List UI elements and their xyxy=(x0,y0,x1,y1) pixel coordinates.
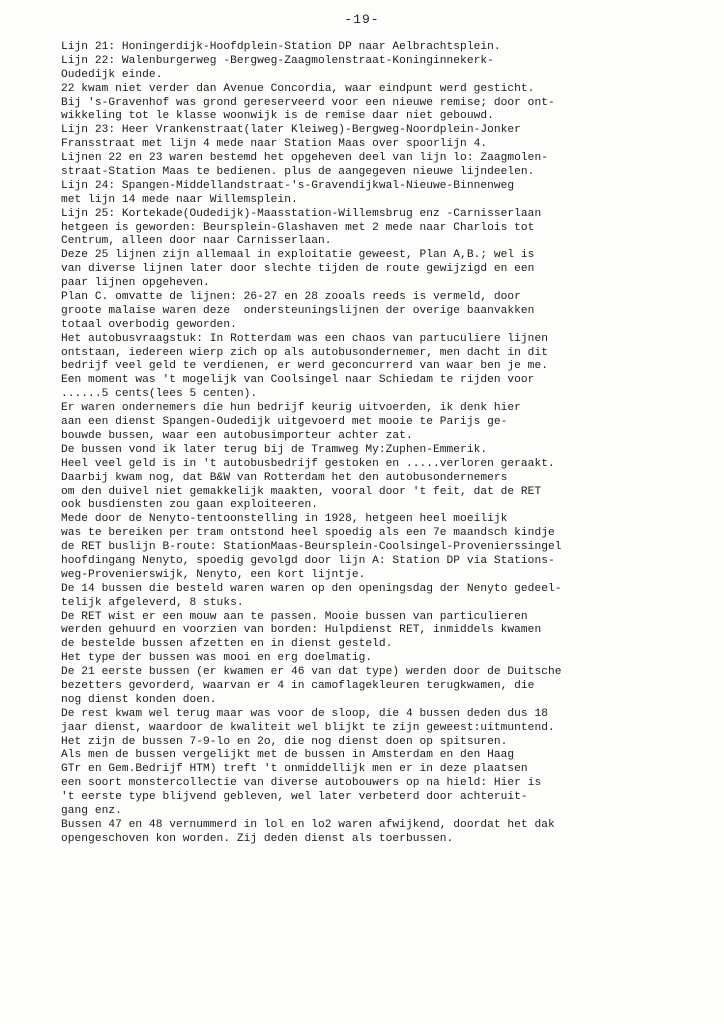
text-line: Er waren ondernemers die hun bedrijf keurig uitvoerden, ik denk hier xyxy=(61,402,521,415)
text-line: GTr en Gem.Bedrijf HTM) treft 't onmiddellijk men er in deze plaatsen xyxy=(61,763,528,776)
text-line: hoofdingang Nenyto, spoedig gevolgd door lijn A: Station DP via Stations- xyxy=(61,554,555,567)
text-line: gang enz. xyxy=(61,804,122,817)
text-line: hetgeen is geworden: Beursplein-Glashaven met 2 mede naar Charlois tot xyxy=(61,221,535,234)
text-line: Lijn 22: Walenburgerweg -Bergweg-Zaagmolenstraat-Koninginnekerk- xyxy=(61,54,494,67)
text-line: De 14 bussen die besteld waren waren op den openingsdag der Nenyto gedeel- xyxy=(61,582,562,595)
page-number: -19- xyxy=(344,12,380,27)
text-line: telijk afgeleverd, 8 stuks. xyxy=(61,596,244,609)
text-line: de RET buslijn B-route: StationMaas-Beursplein-Coolsingel-Provenierssingel xyxy=(61,541,562,554)
text-line: Lijn 23: Heer Vrankenstraat(later Kleiweg)-Bergweg-Noordplein-Jonker xyxy=(61,124,521,137)
text-line: een soort monstercollectie van diverse autobouwers op na hield: Hier is xyxy=(61,777,542,790)
text-line: jaar dienst, waardoor de kwaliteit wel blijkt te zijn geweest:uitmuntend. xyxy=(61,721,555,734)
text-line: straat-Station Maas te bedienen. plus de aangegeven nieuwe lijndeelen. xyxy=(61,166,535,179)
text-line: De rest kwam wel terug maar was voor de sloop, die 4 bussen deden dus 18 xyxy=(61,707,548,720)
text-line: Mede door de Nenyto-tentoonstelling in 1928, hetgeen heel moeilijk xyxy=(61,513,508,526)
typed-body-text xyxy=(61,41,721,847)
text-line: aan een dienst Spangen-Oudedijk uitgevoerd met mooie te Parijs ge- xyxy=(61,416,508,429)
text-line: 't eerste type blijvend gebleven, wel later verbeterd door achteruit- xyxy=(61,791,528,804)
text-line: ......5 cents(lees 5 centen). xyxy=(61,388,258,401)
text-line: bezetters gevorderd, waarvan er 4 in camoflagekleuren terugkwamen, die xyxy=(61,679,535,692)
text-line: nog dienst konden doen. xyxy=(61,693,217,706)
text-line: Lijn 25: Kortekade(Oudedijk)-Maasstation-Willemsbrug enz -Carnisserlaan xyxy=(61,207,542,220)
text-line: De bussen vond ik later terug bij de Tramweg My:Zuphen-Emmerik. xyxy=(61,443,488,456)
text-line: Lijn 24: Spangen-Middellandstraat-'s-Gravendijkwal-Nieuwe-Binnenweg xyxy=(61,179,515,192)
text-line: met lijn 14 mede naar Willemsplein. xyxy=(61,193,298,206)
text-line: bouwde bussen, waar een autobusimporteur achter zat. xyxy=(61,429,413,442)
text-line: groote malaise waren deze ondersteuningslijnen der overige baanvakken xyxy=(61,304,535,317)
text-line: Oudedijk einde. xyxy=(61,68,163,81)
text-line: van diverse lijnen later door slechte tijden de route gewijzigd en een xyxy=(61,263,535,276)
text-line: Fransstraat met lijn 4 mede naar Station Maas over spoorlijn 4. xyxy=(61,138,488,151)
text-line: om den duivel niet gemakkelijk maakten, vooral door 't feit, dat de RET xyxy=(61,485,542,498)
text-line: Het zijn de bussen 7-9-lo en 2o, die nog dienst doen op spitsuren. xyxy=(61,735,508,748)
text-line: de bestelde bussen afzetten en in dienst gesteld. xyxy=(61,638,393,651)
text-line: Bussen 47 en 48 vernummerd in lol en lo2 waren afwijkend, doordat het dak xyxy=(61,818,555,831)
text-line: opengeschoven kon worden. Zij deden dienst als toerbussen. xyxy=(61,832,454,845)
text-line: wikkeling tot le klasse woonwijk is de remise daar niet gebouwd. xyxy=(61,110,494,123)
text-line: Het autobusvraagstuk: In Rotterdam was een chaos van partuculiere lijnen xyxy=(61,332,548,345)
text-line: Een moment was 't mogelijk van Coolsingel naar Schiedam te rijden voor xyxy=(61,374,535,387)
text-line: Plan C. omvatte de lijnen: 26-27 en 28 zooals reeds is vermeld, door xyxy=(61,291,521,304)
text-line: Lijnen 22 en 23 waren bestemd het opgeheven deel van lijn lo: Zaagmolen- xyxy=(61,152,548,165)
text-line: De 21 eerste bussen (er kwamen er 46 van dat type) werden door de Duitsche xyxy=(61,666,562,679)
text-line: Bij 's-Gravenhof was grond gereserveerd voor een nieuwe remise; door ont- xyxy=(61,96,555,109)
text-line: Lijn 21: Honingerdijk-Hoofdplein-Station DP naar Aelbrachtsplein. xyxy=(61,41,501,53)
text-line: Heel veel geld is in 't autobusbedrijf gestoken en .....verloren geraakt. xyxy=(61,457,555,470)
text-line: werden gehuurd en voorzien van borden: Hulpdienst RET, inmiddels kwamen xyxy=(61,624,542,637)
text-line: was te bereiken per tram ontstond heel spoedig als een 7e maandsch kindje xyxy=(61,527,555,540)
text-line: totaal overbodig geworden. xyxy=(61,318,237,331)
text-line: Het type der bussen was mooi en erg doelmatig. xyxy=(61,652,373,665)
text-line: Centrum, alleen door naar Carnisserlaan. xyxy=(61,235,332,248)
text-line: ook busdiensten zou gaan exploiteeren. xyxy=(61,499,319,512)
text-line: Deze 25 lijnen zijn allemaal in exploitatie geweest, Plan A,B.; wel is xyxy=(61,249,535,262)
text-line: Daarbij kwam nog, dat B&W van Rotterdam het den autobusondernemers xyxy=(61,471,508,484)
text-line: ontstaan, iedereen wierp zich op als autobusondernemer, men dacht in dit xyxy=(61,346,548,359)
text-line: weg-Provenierswijk, Nenyto, een kort lijntje. xyxy=(61,568,366,581)
text-line: De RET wist er een mouw aan te passen. Mooie bussen van particulieren xyxy=(61,610,528,623)
text-line: bedrijf veel geld te verdienen, er werd geconcurrerd van waar ben je me. xyxy=(61,360,548,373)
text-line: 22 kwam niet verder dan Avenue Concordia, waar eindpunt werd gesticht. xyxy=(61,82,535,95)
text-line: paar lijnen opgeheven. xyxy=(61,277,210,290)
text-line: Als men de bussen vergelijkt met de bussen in Amsterdam en den Haag xyxy=(61,749,515,762)
